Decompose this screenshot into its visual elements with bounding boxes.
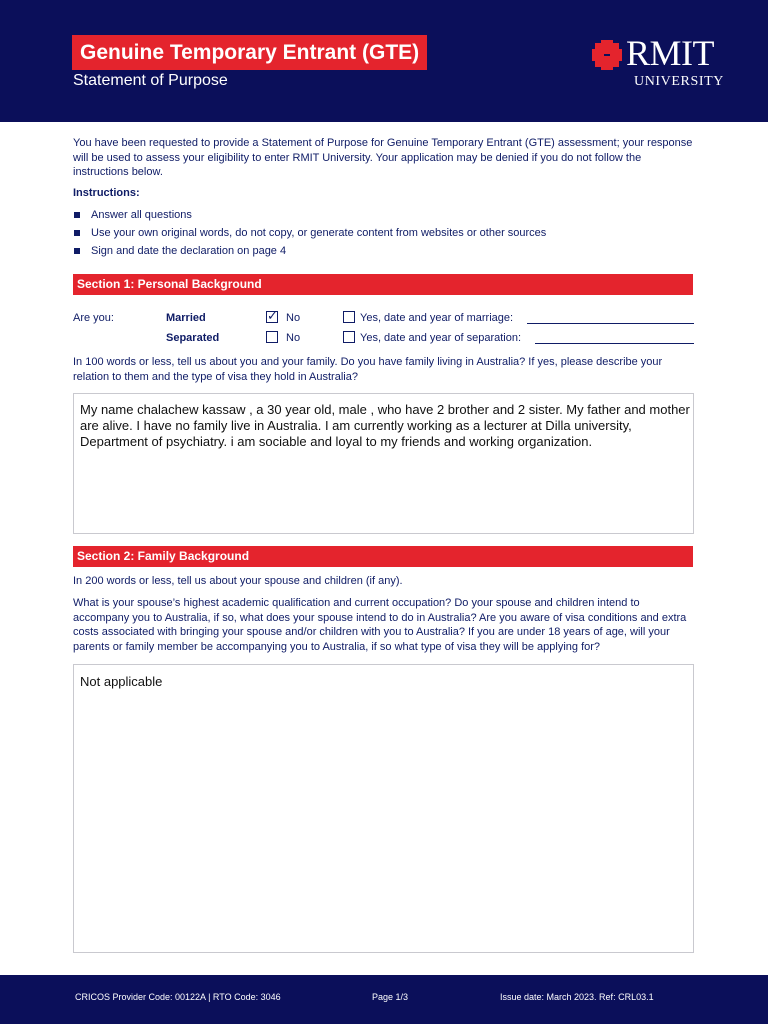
married-no-label: No bbox=[286, 312, 301, 324]
section-2-answer-text: Not applicable bbox=[80, 674, 163, 689]
list-item: Answer all questions bbox=[73, 208, 693, 226]
bullet-square-icon bbox=[74, 212, 80, 218]
married-no-checkbox[interactable] bbox=[266, 311, 278, 323]
rmit-logo bbox=[592, 33, 738, 92]
provider-codes: CRICOS Provider Code: 00122A | RTO Code: 3046 bbox=[75, 992, 281, 1002]
section-2-header: Section 2: Family Background bbox=[73, 546, 693, 567]
rmit-pixel-icon bbox=[592, 40, 622, 70]
section-1-question: In 100 words or less, tell us about you and your family. Do you have family living in Australia? If yes, please describe your relation to them and the type of visa they hold in Australia? bbox=[73, 356, 663, 383]
separated-yes-label: Yes, date and year of separation: bbox=[360, 332, 522, 344]
issue-date: Issue date: March 2023. Ref: CRL03.1 bbox=[500, 992, 654, 1002]
separated-label: Separated bbox=[166, 332, 220, 344]
bullet-square-icon bbox=[74, 230, 80, 236]
separated-yes-checkbox[interactable] bbox=[343, 331, 355, 343]
section-2-question-2: What is your spouse’s highest academic qualification and current occupation? Do your spouse and children intend to accompany you to Australia, if so, what does your spouse intend to do in Australia? Are you aware of visa conditions and extra costs associated with bringing your spouse and/or children with you to Australia? If you are under 18 years of age, will your parents or family member be accompanying you to Australia, if so what type of visa they will be applying for? bbox=[73, 597, 687, 653]
marriage-date-field[interactable] bbox=[527, 323, 694, 324]
intro-paragraph: You have been requested to provide a Statement of Purpose for Genuine Temporary Entrant (GTE) assessment; your response will be used to assess your eligibility to enter RMIT University. Your application may be denied if you do not follow the instructions below. bbox=[73, 137, 693, 178]
instructions-title: Instructions: bbox=[73, 187, 140, 199]
separated-no-checkbox[interactable] bbox=[266, 331, 278, 343]
list-item: Sign and date the declaration on page 4 bbox=[73, 244, 693, 262]
bullet-square-icon bbox=[74, 248, 80, 254]
married-yes-label: Yes, date and year of marriage: bbox=[360, 312, 514, 324]
logo-wordmark: RMIT bbox=[626, 33, 714, 73]
separated-no-label: No bbox=[286, 332, 301, 344]
instructions-list bbox=[73, 208, 693, 262]
separation-date-field[interactable] bbox=[535, 343, 694, 344]
section-2-question-1: In 200 words or less, tell us about your spouse and children (if any). bbox=[73, 575, 403, 587]
page-number: Page 1/3 bbox=[372, 992, 409, 1002]
logo-university: UNIVERSITY bbox=[634, 74, 724, 89]
married-yes-checkbox[interactable] bbox=[343, 311, 355, 323]
page-header bbox=[0, 0, 768, 122]
page-footer bbox=[0, 975, 768, 1024]
section-1-header: Section 1: Personal Background bbox=[73, 274, 693, 295]
are-you-label: Are you: bbox=[73, 312, 114, 324]
section-1-answer-text: My name chalachew kassaw , a 30 year old, male , who have 2 brother and 2 sister. My father and mother are alive. I have no family live in Australia. I am currently working as a lecturer at Dilla university, Department of psychiatry. i am sociable and loyal to my friends and working organization. bbox=[80, 402, 690, 449]
form-subtitle: Statement of Purpose bbox=[73, 72, 228, 89]
section-2-answer-field[interactable] bbox=[73, 664, 694, 953]
form-title: Genuine Temporary Entrant (GTE) bbox=[72, 35, 427, 70]
list-item: Use your own original words, do not copy, or generate content from websites or other sources bbox=[73, 226, 693, 244]
married-label: Married bbox=[166, 312, 206, 324]
